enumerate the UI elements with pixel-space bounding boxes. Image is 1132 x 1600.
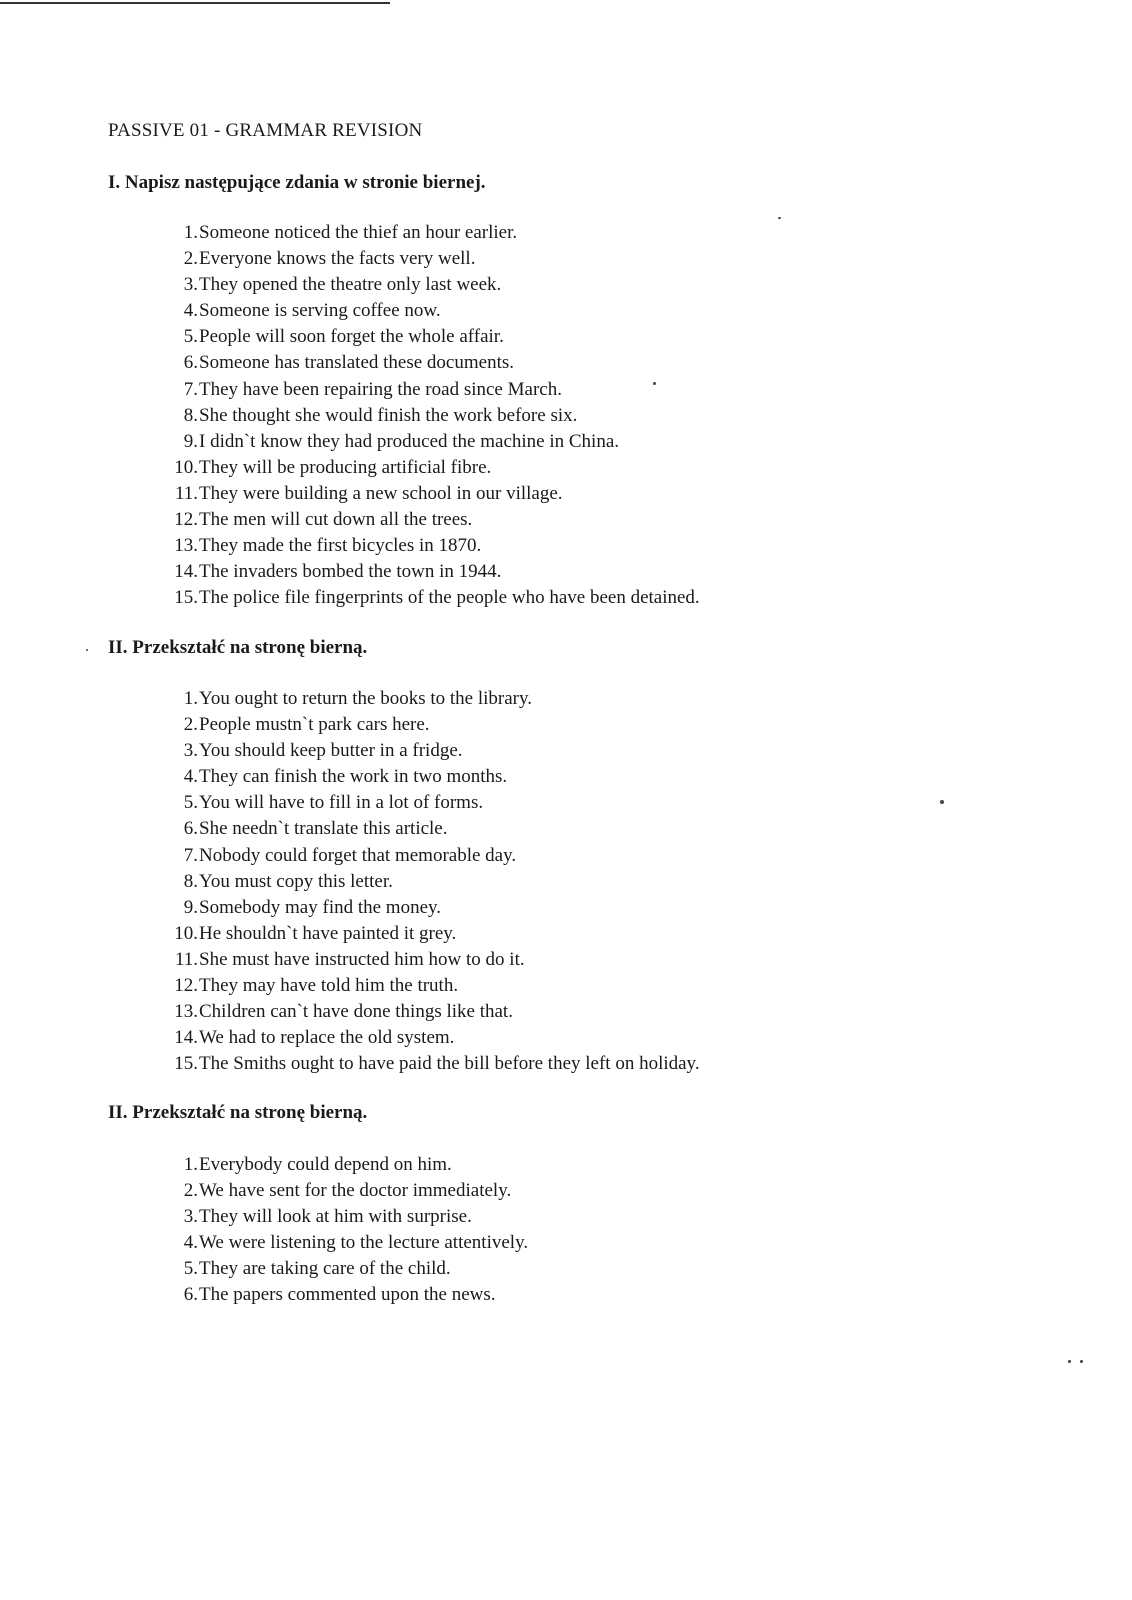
list-item [164, 1256, 528, 1282]
item-text: Someone noticed the thief an hour earlier. [199, 222, 518, 243]
item-number: 11. [174, 482, 198, 504]
list-item [164, 895, 700, 921]
list-item [164, 559, 700, 585]
item-number: 7. [183, 378, 198, 400]
list-item [164, 429, 700, 455]
item-number: 5. [183, 1258, 198, 1280]
item-number: 10. [174, 922, 198, 944]
scan-speck [940, 800, 944, 804]
item-text: The Smiths ought to have paid the bill before they left on holiday. [199, 1053, 700, 1075]
item-text: I didn`t know they had produced the machine in China. [199, 430, 620, 452]
item-text: People will soon forget the whole affair. [199, 326, 504, 348]
item-text: He shouldn`t have painted it grey. [199, 922, 457, 944]
item-text: They made the first bicycles in 1870. [199, 535, 482, 557]
item-text: We had to replace the old system. [199, 1027, 455, 1049]
item-text: She thought she would finish the work before six. [199, 404, 578, 426]
list-item [164, 790, 700, 816]
list-item [164, 246, 700, 272]
item-number: 13. [174, 535, 198, 557]
list-item [164, 816, 700, 842]
list-item [164, 1051, 700, 1077]
section-3-list [164, 1152, 528, 1309]
section-1-list [164, 220, 700, 611]
item-number: 14. [174, 1027, 198, 1049]
list-item [164, 712, 700, 738]
item-number: 3. [183, 740, 198, 762]
item-text: Everyone knows the facts very well. [199, 248, 476, 270]
item-number: 3. [183, 274, 198, 296]
list-item [164, 324, 700, 350]
list-item [164, 533, 700, 559]
document-title: PASSIVE 01 - GRAMMAR REVISION [108, 120, 423, 141]
item-number: 4. [183, 300, 198, 322]
list-item [164, 764, 700, 790]
item-number: 6. [183, 1284, 198, 1306]
item-number: 9. [183, 430, 198, 452]
list-item [164, 455, 700, 481]
list-item [164, 869, 700, 895]
item-number: 4. [183, 766, 198, 788]
list-item [164, 507, 700, 533]
list-item [164, 377, 700, 403]
item-text: We have sent for the doctor immediately. [199, 1180, 512, 1202]
item-number: 5. [183, 326, 198, 348]
item-number: 10. [174, 456, 198, 478]
item-text: They were building a new school in our village. [199, 482, 563, 504]
item-text: Someone is serving coffee now. [199, 300, 441, 322]
list-item [164, 921, 700, 947]
item-number: 9. [183, 896, 198, 918]
scan-speck [86, 649, 88, 651]
item-text: She must have instructed him how to do it. [199, 948, 525, 970]
list-item [164, 973, 700, 999]
item-text: She needn`t translate this article. [199, 818, 448, 840]
item-text: Children can`t have done things like that. [199, 1001, 513, 1023]
item-number: 12. [174, 975, 198, 997]
item-text: You must copy this letter. [199, 870, 393, 892]
item-number: 2. [183, 1180, 198, 1202]
item-text: The police file fingerprints of the people who have been detained. [199, 587, 700, 609]
list-item [164, 1282, 528, 1308]
scan-speck [1068, 1360, 1071, 1363]
list-item [164, 220, 700, 246]
section-1-heading: I. Napisz następujące zdania w stronie biernej. [108, 172, 486, 193]
list-item [164, 350, 700, 376]
list-item [164, 843, 700, 869]
item-number: 3. [183, 1206, 198, 1228]
list-item [164, 999, 700, 1025]
top-scan-rule [0, 2, 390, 4]
scan-speck [653, 382, 656, 385]
section-2-list [164, 686, 700, 1077]
item-number: 8. [183, 870, 198, 892]
item-number: 15. [174, 1053, 198, 1075]
item-text: The men will cut down all the trees. [199, 509, 473, 531]
item-number: 14. [174, 561, 198, 583]
item-text: Everybody could depend on him. [199, 1154, 452, 1175]
item-number: 2. [183, 714, 198, 736]
item-text: Somebody may find the money. [199, 896, 442, 918]
item-text: You should keep butter in a fridge. [199, 740, 463, 762]
item-number: 6. [183, 818, 198, 840]
list-item [164, 686, 700, 712]
list-item [164, 585, 700, 611]
list-item [164, 1025, 700, 1051]
list-item [164, 947, 700, 973]
list-item [164, 403, 700, 429]
item-number: 13. [174, 1001, 198, 1023]
item-number: 12. [174, 509, 198, 531]
section-2-heading: II. Przekształć na stronę bierną. [108, 637, 368, 658]
item-text: People mustn`t park cars here. [199, 714, 430, 736]
item-text: You will have to fill in a lot of forms. [199, 792, 484, 814]
item-text: We were listening to the lecture attentively. [199, 1232, 529, 1254]
item-text: They have been repairing the road since March. [199, 378, 562, 400]
item-number: 5. [183, 792, 198, 814]
item-text: They can finish the work in two months. [199, 766, 508, 788]
item-text: They opened the theatre only last week. [199, 274, 502, 296]
list-item [164, 272, 700, 298]
item-number: 11. [174, 948, 198, 970]
item-text: They may have told him the truth. [199, 975, 459, 997]
item-number: 2. [183, 248, 198, 270]
item-number: 1. [183, 1154, 198, 1175]
item-text: They are taking care of the child. [199, 1258, 451, 1280]
list-item [164, 1152, 528, 1178]
item-text: Someone has translated these documents. [199, 352, 515, 374]
section-3-heading: II. Przekształć na stronę bierną. [108, 1102, 368, 1123]
item-number: 6. [183, 352, 198, 374]
scan-speck [778, 217, 781, 219]
list-item [164, 481, 700, 507]
item-text: They will be producing artificial fibre. [199, 456, 492, 478]
list-item [164, 1178, 528, 1204]
item-number: 1. [183, 222, 198, 243]
item-text: They will look at him with surprise. [199, 1206, 472, 1228]
list-item [164, 298, 700, 324]
scan-speck [1080, 1360, 1083, 1363]
list-item [164, 1204, 528, 1230]
item-number: 15. [174, 587, 198, 609]
item-number: 4. [183, 1232, 198, 1254]
item-number: 7. [183, 844, 198, 866]
item-text: Nobody could forget that memorable day. [199, 844, 517, 866]
item-number: 8. [183, 404, 198, 426]
list-item [164, 738, 700, 764]
item-number: 1. [183, 688, 198, 709]
item-text: You ought to return the books to the library. [199, 688, 533, 709]
item-text: The papers commented upon the news. [199, 1284, 496, 1306]
list-item [164, 1230, 528, 1256]
item-text: The invaders bombed the town in 1944. [199, 561, 502, 583]
